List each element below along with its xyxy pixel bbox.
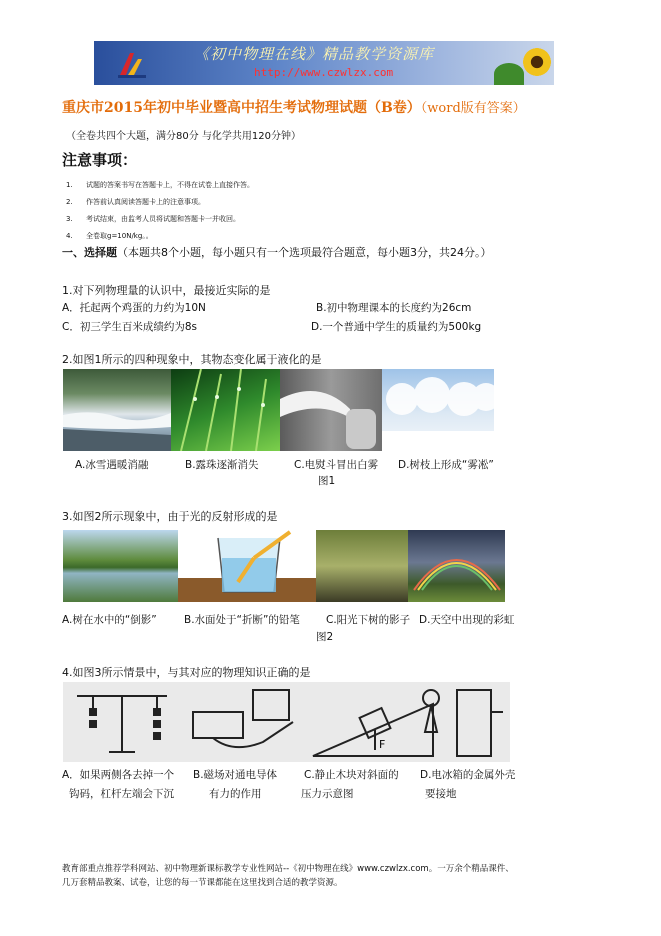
fig1-dewdrops-image <box>171 369 280 451</box>
title-suffix: （word版有答案） <box>420 101 526 116</box>
q2-option-a: A.冰雪遇暖消融 <box>75 459 149 471</box>
question-4-stem: 4.如图3所示情景中，与其对应的物理知识正确的是 <box>62 666 311 679</box>
q1-option-b: B.初中物理课本的长度约为26cm <box>316 302 472 314</box>
q4-option-a-line1: A．如果两侧各去掉一个 <box>62 769 175 781</box>
footer-line-1: 教育部重点推荐学科网站、初中物理新课标教学专业性网站--《初中物理在线》www.czwlzx.com。一万余个精品课件、 <box>62 864 514 874</box>
q4-option-c-line2: 压力示意图 <box>301 788 354 800</box>
q3-option-c: C.阳光下树的影子 <box>326 614 411 626</box>
banner-title: 《初中物理在线》精品教学资源库 <box>194 45 435 63</box>
question-3-stem: 3.如图2所示现象中，由于光的反射形成的是 <box>62 510 278 523</box>
q4-option-c-line1: C.静止木块对斜面的 <box>304 769 399 781</box>
question-2-stem: 2.如图1所示的四种现象中，其物态变化属于液化的是 <box>62 353 322 366</box>
notice-item: 2. 作答前认真阅读答题卡上的注意事项。 <box>66 198 205 206</box>
q3-option-b: B.水面处于“折断”的铅笔 <box>184 614 300 626</box>
site-logo-icon <box>116 49 148 79</box>
notice-item: 1. 试题的答案书写在答题卡上，不得在试卷上直接作答。 <box>66 181 254 189</box>
leaf-decoration-icon <box>494 63 524 85</box>
q4-option-a-line2: 钩码，杠杆左端会下沉 <box>69 788 174 800</box>
sunflower-icon <box>522 47 552 77</box>
q2-option-b: B.露珠逐渐消失 <box>185 459 259 471</box>
figure-2-label: 图2 <box>316 631 334 643</box>
fig2-pencil-in-water-image <box>178 530 316 602</box>
q1-option-d: D.一个普通中学生的质量约为500kg <box>311 321 482 333</box>
q3-option-a: A.树在水中的“倒影” <box>62 614 157 626</box>
notice-item: 3. 考试结束，由监考人员将试题和答题卡一并收回。 <box>66 215 240 223</box>
exam-meta: （全卷共四个大题，满分80分 与化学共用120分钟） <box>66 131 301 142</box>
force-f-label: F <box>379 738 386 751</box>
q4-option-d-line2: 要接地 <box>425 788 457 800</box>
question-1-stem: 1.对下列物理量的认识中，最接近实际的是 <box>62 284 271 297</box>
notice-heading: 注意事项： <box>62 151 138 169</box>
fig2-tree-reflection-image <box>63 530 178 602</box>
figure-1-label: 图1 <box>318 475 336 487</box>
q2-option-c: C.电熨斗冒出白雾 <box>294 459 379 471</box>
fig1-rime-trees-image <box>382 369 494 451</box>
q1-option-a: A．托起两个鸡蛋的力约为10N <box>62 302 206 314</box>
fig1-iron-steam-image <box>280 369 382 451</box>
fig2-tree-shadow-image <box>316 530 408 602</box>
fig1-melting-ice-image <box>63 369 171 451</box>
q2-option-d: D.树枝上形成“雾凇” <box>398 459 494 471</box>
q4-option-b-line1: B.磁场对通电导体 <box>193 769 278 781</box>
q3-option-d: D.天空中出现的彩虹 <box>419 614 515 626</box>
q4-option-d-line1: D.电冰箱的金属外壳 <box>420 769 516 781</box>
document-title <box>62 97 526 117</box>
q4-option-b-line2: 有力的作用 <box>209 788 262 800</box>
title-main: 重庆市2015年初中毕业暨高中招生考试物理试题（B卷） <box>62 100 421 116</box>
page-footer <box>62 862 602 890</box>
fig3-physics-diagrams-image <box>63 682 510 762</box>
section-heading: 一、选择题（本题共8个小题，每小题只有一个选项最符合题意，每小题3分，共24分。） <box>62 246 492 259</box>
notice-item: 4. 全卷取g=10N/kg。。 <box>66 232 153 240</box>
banner-url: http://www.czwlzx.com <box>254 66 394 79</box>
footer-line-2: 几万套精品教案、试卷，让您的每一节课都能在这里找到合适的教学资源。 <box>62 878 343 888</box>
fig2-rainbow-image <box>408 530 505 602</box>
header-banner <box>94 41 554 85</box>
q1-option-c: C．初三学生百米成绩约为8s <box>62 321 197 333</box>
